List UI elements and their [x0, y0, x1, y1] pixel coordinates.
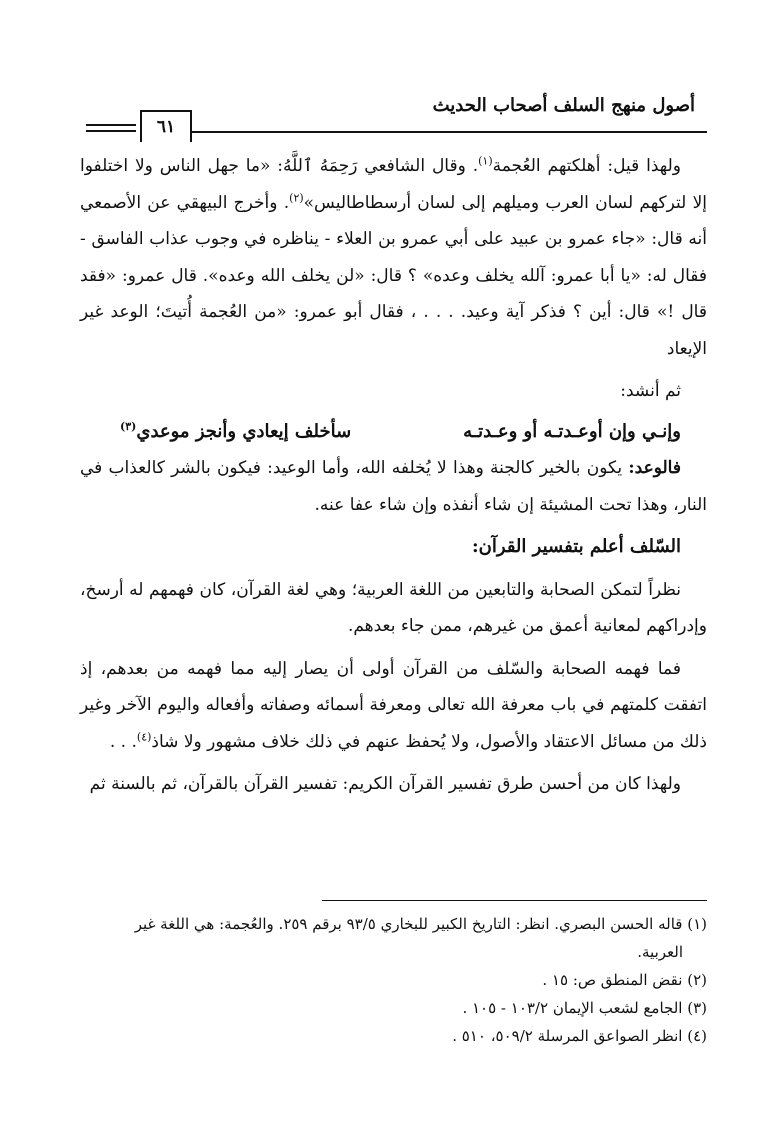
header-rule — [190, 131, 707, 133]
paragraph-5: ولهذا كان من أحسن طرق تفسير القرآن الكريم: تفسير القرآن بالقرآن، ثم بالسنة ثم — [89, 774, 681, 794]
ornament-bar — [86, 130, 136, 132]
footnote-rule — [322, 900, 707, 901]
paragraph-3: نظراً لتمكن الصحابة والتابعين من اللغة العربية؛ وهي لغة القرآن، كان فهمهم له أرسخ، وإدراكهم لمعانية أعمق من غيرهم، ممن جاء بعدهم. — [80, 579, 707, 636]
page-number: ٦١ — [140, 110, 192, 142]
ornament-bar — [86, 124, 136, 126]
main-text — [80, 148, 707, 803]
header-ornament-bars — [86, 124, 136, 136]
footnote-2: (٢) نقض المنطق ص: ١٥ . — [542, 971, 707, 989]
footnote-ref-2[interactable]: (٢) — [289, 190, 304, 204]
footnote-ref-4[interactable]: (٤) — [136, 729, 152, 743]
verse-second-hemistich-wrap: سأخلف إيعادي وأنجز موعدي$^{(٣)}$ — [120, 419, 352, 442]
footnote-ref-1[interactable]: (١) — [478, 154, 493, 168]
paragraph-2: فالوعد: يكون بالخير كالجنة وهذا لا يُخلفه الله، وأما الوعيد: فيكون بالشر كالعذاب في النار، وهذا تحت المشيئة إن شاء أنفذه وإن شاء عفا عنه. — [80, 458, 707, 515]
running-title: أصول منهج السلف أصحاب الحديث — [432, 95, 695, 116]
footnote-1-continuation: العربية. — [637, 943, 683, 961]
footnotes — [84, 910, 707, 1050]
term-wad: فالوعد: — [628, 458, 681, 478]
poem-verse — [80, 414, 707, 451]
paragraph-4: فما فهمه الصحابة والسّلف من القرآن أولى أن يصار إليه مما فهمه من بعدهم، إذ اتفقت كلمتهم في باب معرفة الله تعالى ومعرفة أسمائه وصفاته وأفعاله واليوم الآخر وغير ذلك من مسائل الاعتقاد والأصول، ولا يُحفظ عنهم في ذلك خلاف مشهور ولا شاذ$^{(٤)}$. . . — [80, 658, 707, 752]
recited-intro: ثم أنشد: — [620, 381, 681, 401]
footnote-3: (٣) الجامع لشعب الإيمان ١٠٣/٢ - ١٠٥ . — [462, 999, 707, 1017]
footnote-ref-3[interactable]: (٣) — [120, 419, 137, 433]
verse-first-hemistich: وإنـي وإن أوعـدتـه أو وعـدتـه — [463, 420, 681, 442]
footnote-4: (٤) انظر الصواعق المرسلة ٥٠٩/٢، ٥١٠ . — [452, 1027, 707, 1045]
section-heading: السّلف أعلم بتفسير القرآن: — [472, 536, 681, 557]
paragraph-1: ولهذا قيل: أهلكتهم العُجمة$^{(١)}$. وقال الشافعي رَحِمَهُ ٱللَّهُ: «ما جهل الناس ولا اختلفوا إلا لتركهم لسان العرب وميلهم إلى لسان أرسطاطاليس»$^{(٢)}$. وأخرج البيهقي عن الأصمعي أنه قال: «جاء عمرو بن عبيد على أبي عمرو بن العلاء - يناظره في وجوب عذاب الفاسق - فقال له: «يا أبا عمرو: آلله يخلف وعده» ؟ قال: «لن يخلف الله وعده». قال عمرو: «فقد قال !» قال: أين ؟ فذكر آية وعيد. . . . ، فقال أبو عمرو: «من العُجمة أُتيتَ؛ الوعد غير الإيعاد — [80, 154, 708, 359]
footnote-1: (١) قاله الحسن البصري. انظر: التاريخ الكبير للبخاري ٩٣/٥ برقم ٢٥٩. والعُجمة: هي اللغة غير — [134, 915, 707, 933]
